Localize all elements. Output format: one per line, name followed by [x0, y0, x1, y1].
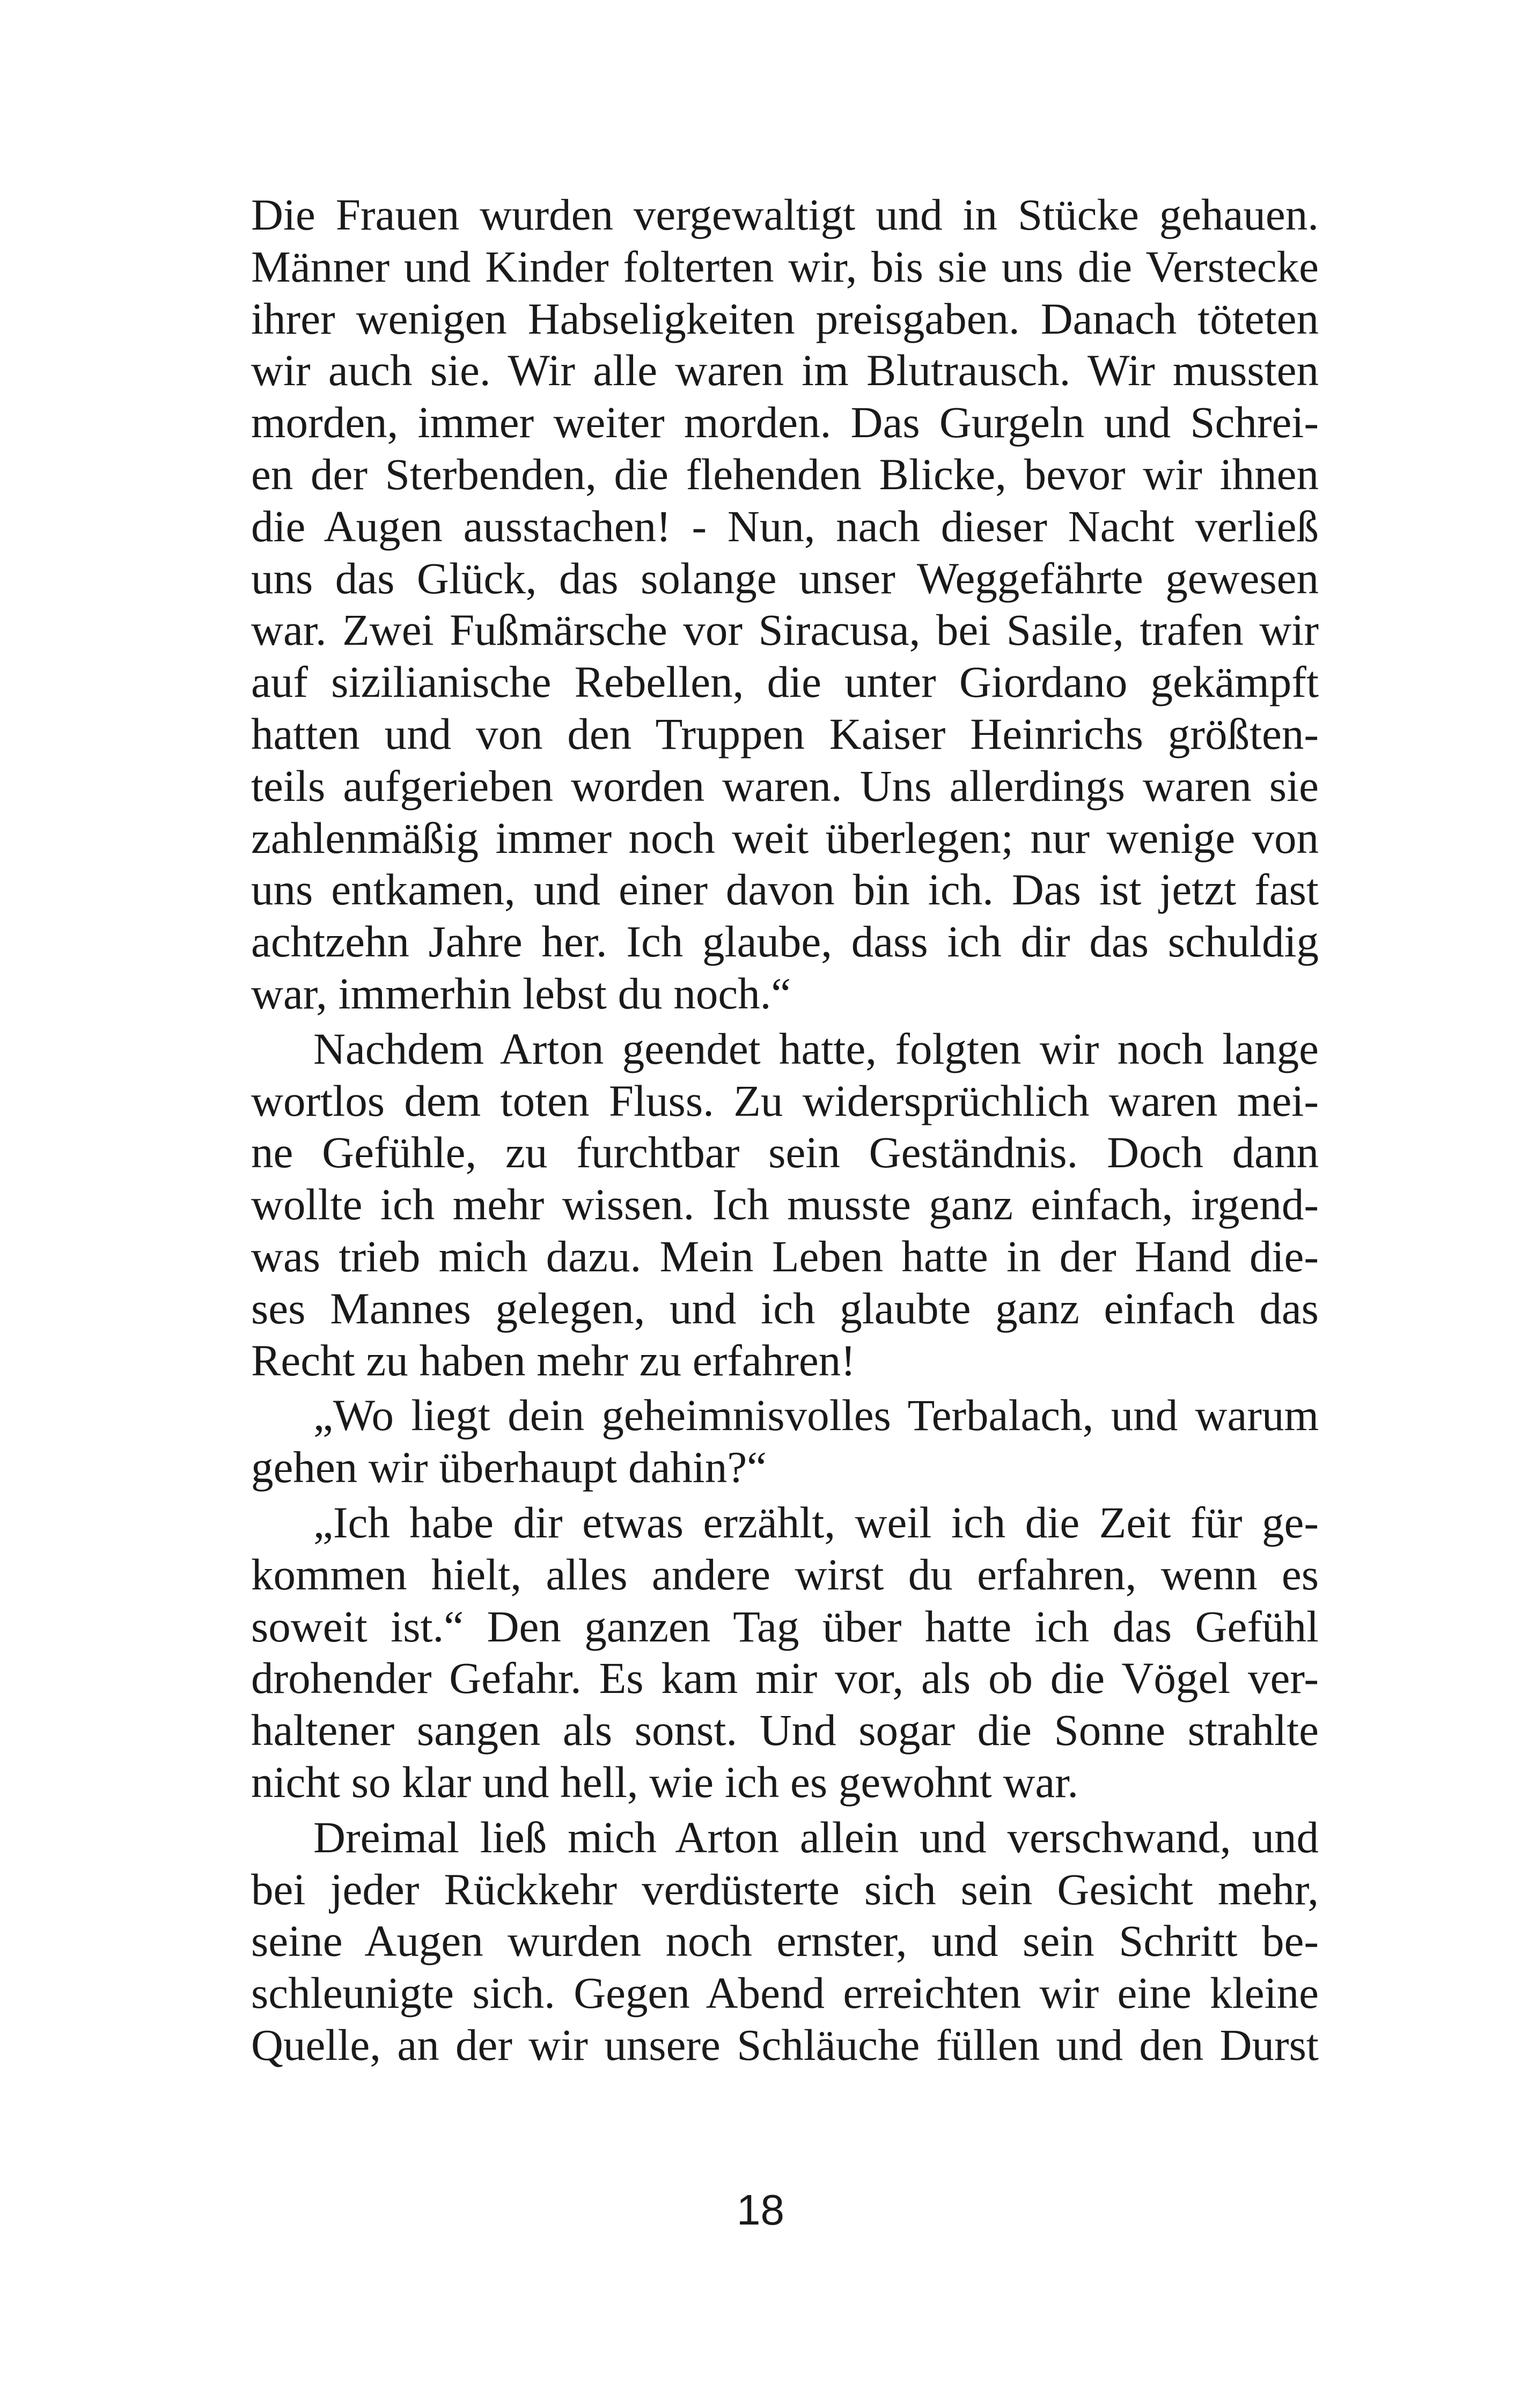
text-line: was trieb mich dazu. Mein Leben hatte in der Hand die-	[251, 1232, 1319, 1281]
text-line: war. Zwei Fußmärsche vor Siracusa, bei Sasile, trafen wir	[251, 605, 1319, 655]
text-line: gehen wir überhaupt dahin?“	[251, 1442, 767, 1492]
text-line: morden, immer weiter morden. Das Gurgeln und Schrei-	[251, 397, 1319, 447]
text-line: hatten und von den Truppen Kaiser Heinrichs größten-	[251, 709, 1319, 759]
text-line: Quelle, an der wir unsere Schläuche füllen und den Durst	[251, 2020, 1319, 2070]
text-line: wollte ich mehr wissen. Ich musste ganz einfach, irgend-	[251, 1180, 1319, 1229]
text-line: kommen hielt, alles andere wirst du erfahren, wenn es	[251, 1549, 1319, 1599]
text-line: bei jeder Rückkehr verdüsterte sich sein Gesicht mehr,	[251, 1864, 1319, 1914]
text-line: en der Sterbenden, die flehenden Blicke, bevor wir ihnen	[251, 450, 1319, 499]
text-line: zahlenmäßig immer noch weit überlegen; nur wenige von	[251, 813, 1319, 863]
text-line: nicht so klar und hell, wie ich es gewohnt war.	[251, 1757, 1079, 1807]
text-line: haltener sangen als sonst. Und sogar die Sonne strahlte	[251, 1705, 1319, 1755]
text-line: seine Augen wurden noch ernster, und sein Schritt be-	[251, 1916, 1319, 1966]
page-number: 18	[737, 2186, 784, 2234]
text-line: wortlos dem toten Fluss. Zu widersprüchlich waren mei-	[251, 1076, 1319, 1125]
text-line: Männer und Kinder folterten wir, bis sie uns die Verstecke	[251, 241, 1319, 291]
text-line: ihrer wenigen Habseligkeiten preisgaben. Danach töteten	[251, 293, 1319, 343]
text-line: soweit ist.“ Den ganzen Tag über hatte ich das Gefühl	[251, 1601, 1319, 1651]
text-line: Die Frauen wurden vergewaltigt und in Stücke gehauen.	[251, 190, 1319, 239]
paragraph-first-line: Dreimal ließ mich Arton allein und verschwand, und	[313, 1812, 1319, 1862]
text-line: war, immerhin lebst du noch.“	[251, 969, 791, 1018]
paragraph-first-line: Nachdem Arton geendet hatte, folgten wir noch lange	[313, 1023, 1319, 1073]
paragraph-first-line: „Ich habe dir etwas erzählt, weil ich die Zeit für ge-	[313, 1498, 1319, 1547]
text-line: Recht zu haben mehr zu erfahren!	[251, 1335, 856, 1385]
text-line: achtzehn Jahre her. Ich glaube, dass ich dir das schuldig	[251, 917, 1319, 967]
text-line: drohender Gefahr. Es kam mir vor, als ob die Vögel ver-	[251, 1653, 1319, 1703]
text-line: auf sizilianische Rebellen, die unter Giordano gekämpft	[251, 657, 1319, 707]
text-line: ne Gefühle, zu furchtbar sein Geständnis. Doch dann	[251, 1128, 1319, 1177]
text-line: wir auch sie. Wir alle waren im Blutrausch. Wir mussten	[251, 345, 1319, 395]
text-line: teils aufgerieben worden waren. Uns allerdings waren sie	[251, 761, 1319, 811]
text-line: uns entkamen, und einer davon bin ich. Das ist jetzt fast	[251, 865, 1319, 915]
paragraph-first-line: „Wo liegt dein geheimnisvolles Terbalach, und warum	[313, 1390, 1319, 1440]
text-line: die Augen ausstachen! - Nun, nach dieser Nacht verließ	[251, 501, 1319, 551]
text-line: schleunigte sich. Gegen Abend erreichten wir eine kleine	[251, 1968, 1319, 2018]
text-line: ses Mannes gelegen, und ich glaubte ganz einfach das	[251, 1283, 1319, 1333]
text-line: uns das Glück, das solange unser Weggefährte gewesen	[251, 553, 1319, 603]
